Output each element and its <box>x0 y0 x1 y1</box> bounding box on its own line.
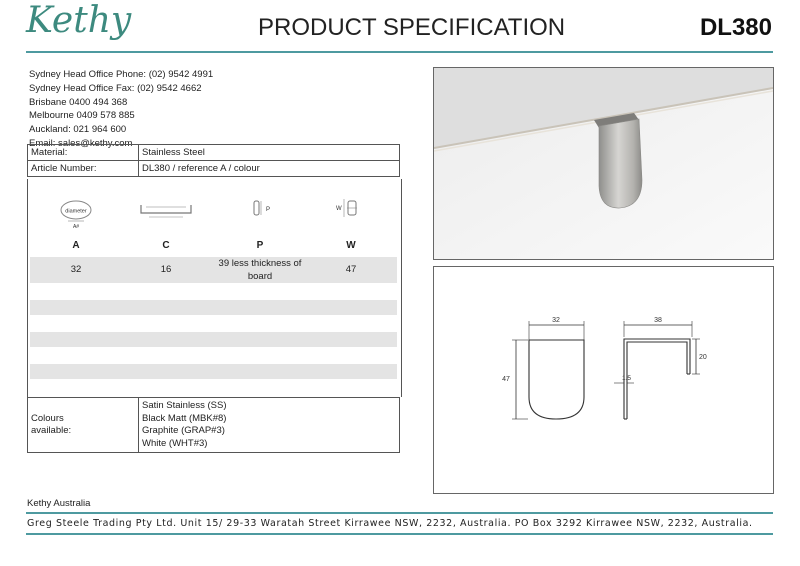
empty-row-stripe <box>30 364 397 379</box>
dim-thickness: 1.5 <box>622 375 632 382</box>
colour-option: Black Matt (MBK#8) <box>142 412 227 424</box>
footer-company: Kethy Australia <box>27 498 91 509</box>
diameter-icon <box>46 193 106 238</box>
kethy-logo: Kethy <box>26 0 132 41</box>
spec-table <box>27 144 400 177</box>
value-c: 16 <box>160 264 172 275</box>
dim-side-lip: 20 <box>699 354 707 361</box>
value-p: 39 less thickness of board <box>218 258 302 282</box>
product-code: DL380 <box>699 14 772 41</box>
material-label: Material: <box>28 145 139 161</box>
value-a: 32 <box>70 264 82 275</box>
technical-drawing <box>433 266 774 494</box>
p-icon-label: P <box>266 207 271 213</box>
colour-option: Satin Stainless (SS) <box>142 400 227 411</box>
header-c: C <box>162 240 170 251</box>
contact-line: Melbourne 0409 578 885 <box>29 110 135 122</box>
product-photo <box>433 67 774 260</box>
header-a: A <box>72 240 80 251</box>
article-value: DL380 / reference A / colour <box>139 161 400 177</box>
article-label: Article Number: <box>28 161 139 177</box>
contact-line: Email: sales@kethy.com <box>29 137 133 149</box>
empty-row-stripe <box>30 300 397 315</box>
contact-line: Auckland: 021 964 600 <box>29 124 127 136</box>
article-row <box>28 161 400 177</box>
header-divider <box>26 51 773 53</box>
header-p: P <box>256 240 264 251</box>
contact-block <box>29 68 213 151</box>
diameter-icon-label: diameter <box>65 208 87 215</box>
empty-row-stripe <box>30 332 397 347</box>
dim-side-depth: 38 <box>654 317 662 324</box>
header-w: W <box>346 240 356 251</box>
page-title: PRODUCT SPECIFICATION <box>258 14 566 41</box>
colours-label: Colours available: <box>28 398 139 453</box>
footer-bottom-divider <box>26 533 773 535</box>
material-value: Stainless Steel <box>139 145 400 161</box>
colour-option: Graphite (GRAP#3) <box>142 425 225 436</box>
value-w: 47 <box>345 264 357 275</box>
w-icon-label: W <box>336 206 342 212</box>
footer-divider <box>26 512 773 514</box>
material-row <box>28 145 400 161</box>
colours-list <box>139 398 400 453</box>
width-icon <box>321 193 381 238</box>
contact-line: Sydney Head Office Fax: (02) 9542 4662 <box>29 82 202 94</box>
colour-option: White (WHT#3) <box>142 437 208 449</box>
projection-icon <box>230 193 290 238</box>
colours-table <box>27 397 400 453</box>
footer-address: Greg Steele Trading Pty Ltd. Unit 15/ 29-33 Waratah Street Kirrawee NSW, 2232, Australia. PO Box 3292 Kirrawee NSW, 2232, Australia. <box>27 518 753 529</box>
handle-length-icon <box>136 193 196 238</box>
dim-front-height: 47 <box>502 376 510 383</box>
a-hash-label: A# <box>72 224 80 230</box>
contact-line: Sydney Head Office Phone: (02) 9542 4991 <box>29 69 214 80</box>
contact-line: Brisbane 0400 494 368 <box>29 96 128 108</box>
dim-front-width: 32 <box>552 317 560 324</box>
